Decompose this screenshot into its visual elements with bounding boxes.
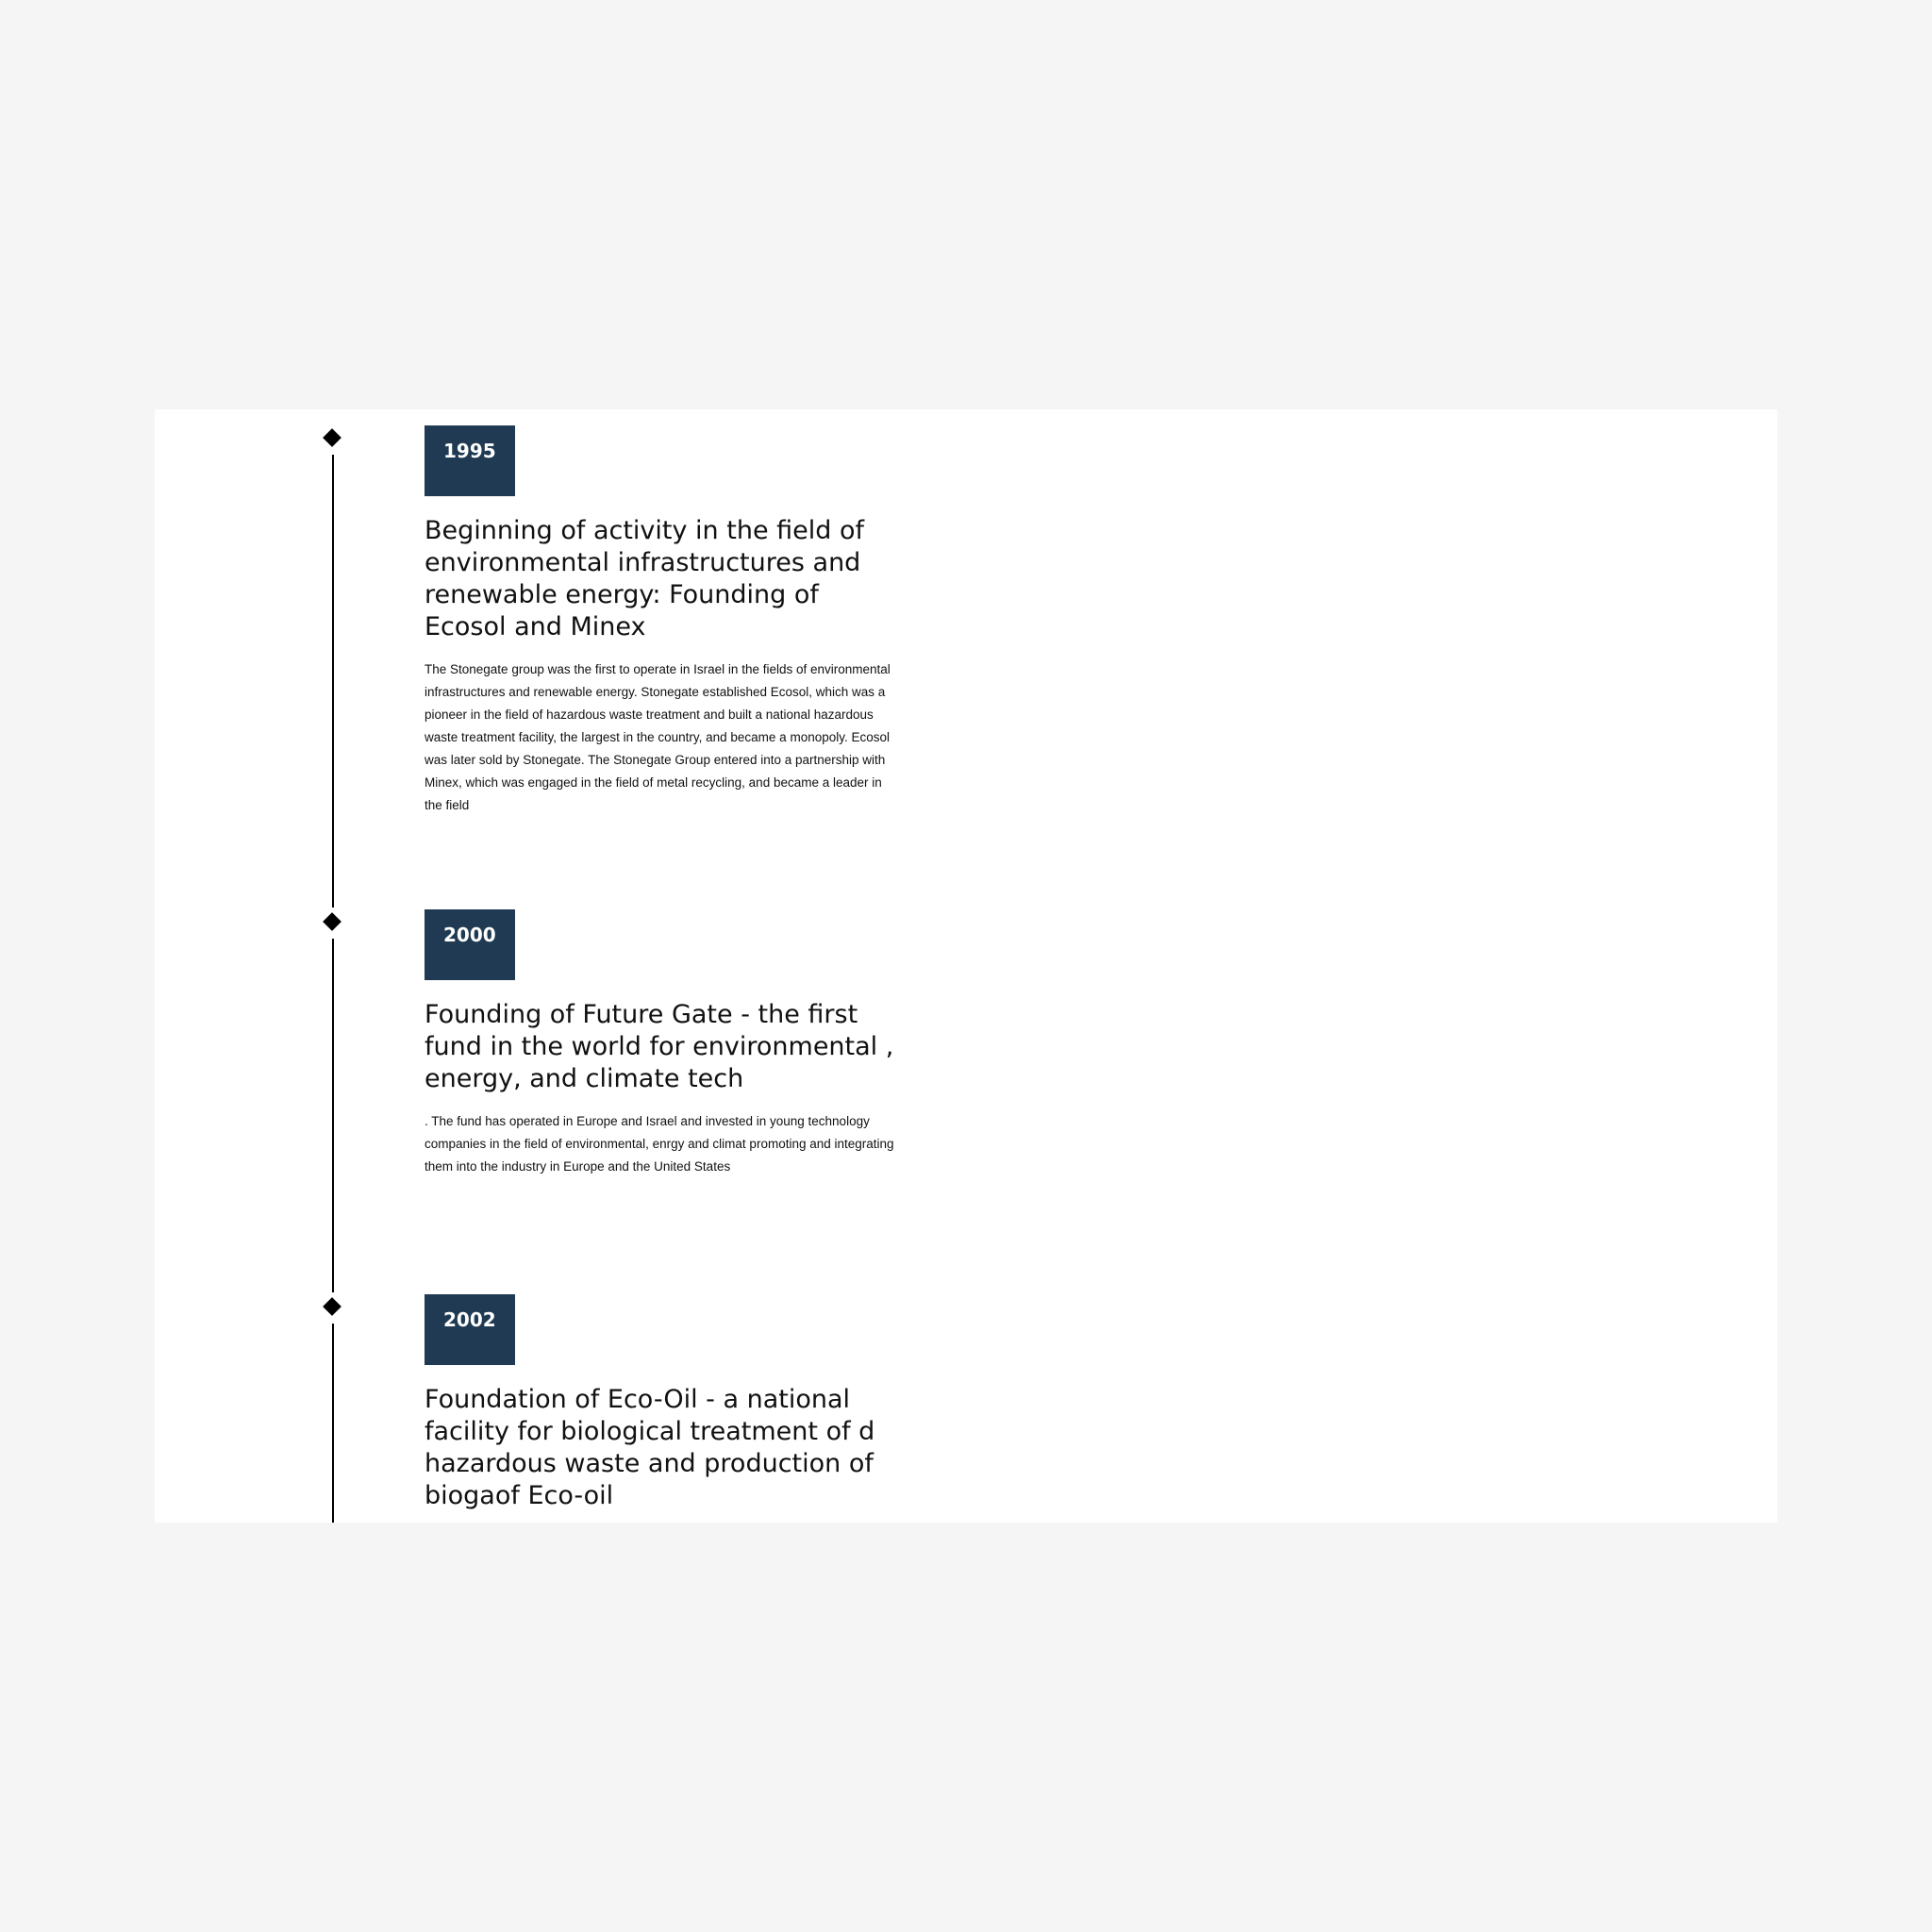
year-badge: 2002 bbox=[425, 1294, 515, 1365]
timeline-marker-icon bbox=[323, 912, 341, 931]
entry-title: Beginning of activity in the field of environmental infrastructures and renewable energy: Founding of Ecosol and Minex bbox=[425, 516, 865, 641]
timeline-panel bbox=[155, 409, 1777, 1523]
entry-title: Foundation of Eco-Oil - a national facility for biological treatment of d hazardous waste and production of biogaof Eco-oil bbox=[425, 1385, 875, 1510]
timeline-line bbox=[332, 939, 334, 1292]
entry-description: . The fund has operated in Europe and Israel and invested in young technology companies in the field of environmental, enrgy and climat promoting and integrating them into the industry in Europe and the United States bbox=[425, 1114, 894, 1174]
year-badge: 1995 bbox=[425, 425, 515, 496]
timeline-line bbox=[332, 1324, 334, 1523]
timeline-marker-icon bbox=[323, 428, 341, 447]
timeline-line bbox=[332, 455, 334, 908]
entry-title: Founding of Future Gate - the first fund in the world for environmental , energy, and climate tech bbox=[425, 1000, 894, 1093]
year-badge: 2000 bbox=[425, 909, 515, 980]
timeline-marker-icon bbox=[323, 1297, 341, 1316]
entry-description: The Stonegate group was the first to operate in Israel in the fields of environmental infrastructures and renewable energy. Stonegate established Ecosol, which was a pioneer in the field of hazardous waste treatment and built a national hazardous waste treatment facility, the largest in the country, and became a monopoly. Ecosol was later sold by Stonegate. The Stonegate Group entered into a partnership with Minex, which was engaged in the field of metal recycling, and became a leader in the field bbox=[425, 662, 891, 812]
